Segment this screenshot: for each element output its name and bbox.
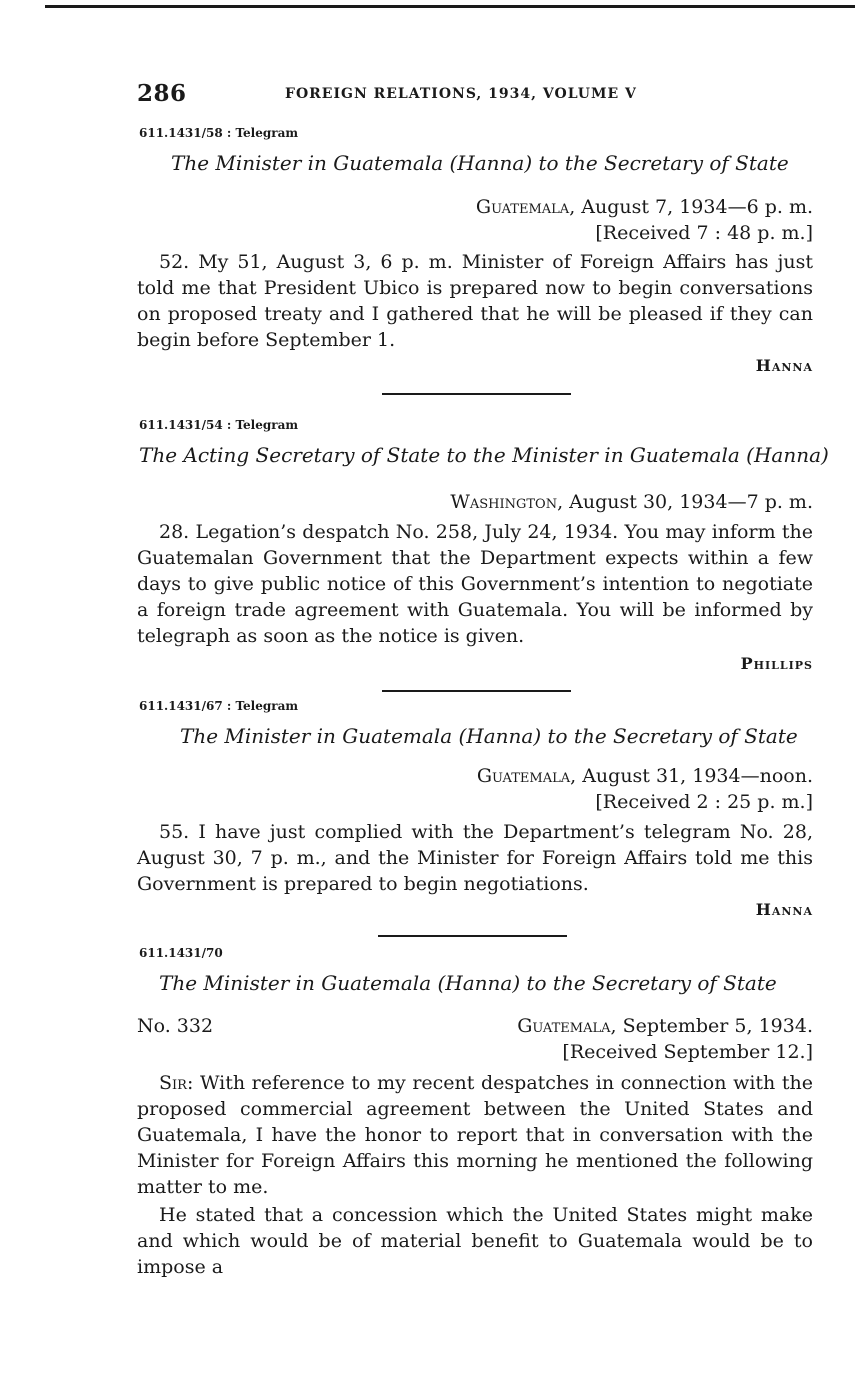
doc2-dateline (450, 491, 813, 513)
doc1-signature: Hanna (755, 356, 813, 375)
doc1-dateline (476, 196, 813, 218)
top-rule (45, 5, 855, 8)
doc4-dateline (517, 1015, 813, 1037)
doc3-place: Guatemala (476, 765, 571, 787)
doc2-signature: Phillips (740, 654, 813, 673)
doc3-paragraph: 55. I have just complied with the Department’s telegram No. 28, August 30, 7 p. m., and the Minister for Foreign Affairs told me this Government is prepared to begin negotiations. (137, 821, 813, 895)
doc2-body (137, 519, 813, 649)
doc4-heading: The Minister in Guatemala (Hanna) to the Secretary of State (159, 971, 777, 995)
doc4-salutation: Sir (159, 1072, 187, 1094)
doc3-dateline (477, 765, 813, 787)
doc2-date: , August 30, 1934—7 p. m. (557, 491, 813, 513)
doc3-date: , August 31, 1934—noon. (570, 765, 813, 787)
doc3-body (137, 819, 813, 897)
running-head: FOREIGN RELATIONS, 1934, VOLUME V (285, 86, 637, 102)
doc4-date: , September 5, 1934. (610, 1015, 813, 1037)
doc2-file-ref: 611.1431/54 : Telegram (139, 418, 299, 432)
doc3-signature: Hanna (755, 900, 813, 919)
doc2-paragraph: 28. Legation’s despatch No. 258, July 24, 1934. You may inform the Guatemalan Government that the Department expects within a few days to give public notice of this Government’s intention to negotiate a foreign trade agreement with Guatemala. You will be informed by telegraph as soon as the notice is given. (137, 521, 813, 647)
doc4-file-ref: 611.1431/70 (139, 946, 223, 960)
doc1-date: , August 7, 1934—6 p. m. (569, 196, 813, 218)
doc1-place: Guatemala (475, 196, 570, 218)
doc2-heading: The Acting Secretary of State to the Minister in Guatemala (Hanna) (139, 443, 829, 467)
doc1-heading: The Minister in Guatemala (Hanna) to the Secretary of State (171, 151, 789, 175)
doc3-file-ref: 611.1431/67 : Telegram (139, 699, 299, 713)
doc3-heading: The Minister in Guatemala (Hanna) to the Secretary of State (180, 724, 798, 748)
doc4-place: Guatemala (517, 1015, 611, 1037)
separator-1 (382, 393, 571, 395)
doc2-place: Washington (450, 491, 558, 513)
doc4-received: [Received September 12.] (562, 1041, 813, 1063)
doc4-paragraph-1-text: : With reference to my recent despatches in connection with the proposed commercial agreement between the United States and Guatemala, I have the honor to report that in conversation with the Minister for Foreign Affairs this morning he mentioned the following matter to me. (137, 1072, 813, 1198)
doc4-paragraph-2: He stated that a concession which the United States might make and which would be of material benefit to Guatemala would be to impose a (137, 1204, 813, 1278)
doc3-received: [Received 2 : 25 p. m.] (595, 791, 813, 813)
separator-2 (382, 690, 571, 692)
doc1-received: [Received 7 : 48 p. m.] (595, 222, 813, 244)
doc1-body (137, 249, 813, 353)
doc1-paragraph: 52. My 51, August 3, 6 p. m. Minister of Foreign Affairs has just told me that President Ubico is prepared now to begin conversations on proposed treaty and I gathered that he will be pleased if they can begin before September 1. (137, 251, 813, 351)
doc4-number: No. 332 (137, 1015, 214, 1037)
doc4-paragraph-1 (137, 1070, 813, 1200)
doc4-body (137, 1070, 813, 1280)
doc1-file-ref: 611.1431/58 : Telegram (139, 126, 299, 140)
page-number: 286 (137, 80, 187, 107)
separator-3 (378, 935, 567, 937)
